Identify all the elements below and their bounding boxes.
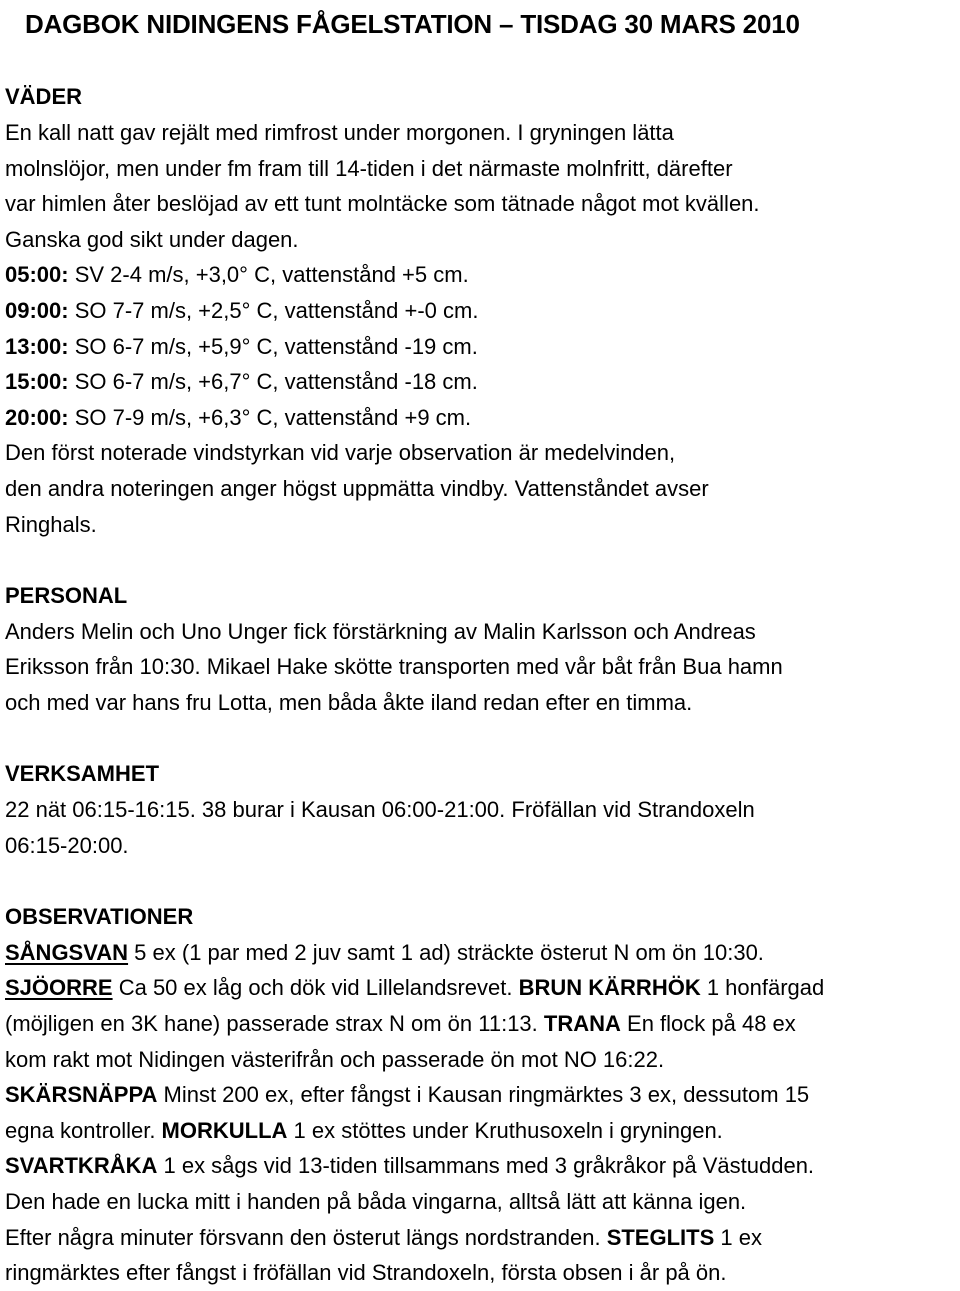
personal-section	[5, 578, 957, 721]
verksamhet-heading: VERKSAMHET	[5, 761, 160, 787]
observation-text: 1 ex	[714, 1224, 762, 1250]
species-name: SKÄRSNÄPPA	[5, 1082, 158, 1108]
verksamhet-line: 06:15-20:00.	[5, 832, 129, 858]
weather-note-line: den andra noteringen anger högst uppmätta vindby. Vattenståndet avser	[5, 475, 709, 501]
verksamhet-line: 22 nät 06:15-16:15. 38 burar i Kausan 06:00-21:00. Fröfällan vid Strandoxeln	[5, 797, 755, 823]
observations-body	[5, 935, 957, 1291]
observation-line	[5, 970, 957, 1006]
observation-line	[5, 935, 957, 971]
observation-line	[5, 1042, 957, 1078]
weather-reading	[5, 293, 957, 329]
weather-intro-line: molnslöjor, men under fm fram till 14-tiden i det närmaste molnfritt, därefter	[5, 155, 733, 181]
reading-time: 15:00:	[5, 369, 69, 395]
observation-text: Efter några minuter försvann den österut längs nordstranden.	[5, 1224, 607, 1250]
observation-line	[5, 1148, 957, 1184]
species-name: BRUN KÄRRHÖK	[518, 975, 701, 1001]
personal-line: Anders Melin och Uno Unger fick förstärkning av Malin Karlsson och Andreas	[5, 618, 756, 644]
species-name: MORKULLA	[161, 1117, 288, 1143]
observation-line	[5, 1184, 957, 1220]
observation-text: egna kontroller.	[5, 1117, 162, 1143]
observation-text: kom rakt mot Nidingen västerifrån och passerade ön mot NO 16:22.	[5, 1046, 665, 1072]
observation-text: 1 ex sågs vid 13-tiden tillsammans med 3 gråkråkor på Västudden.	[157, 1153, 815, 1179]
observation-line	[5, 1255, 957, 1291]
observation-line	[5, 1077, 957, 1113]
species-name: TRANA	[543, 1011, 621, 1037]
observation-line	[5, 1220, 957, 1256]
observation-text: 1 ex stöttes under Kruthusoxeln i gryningen.	[287, 1117, 723, 1143]
weather-note-line: Den först noterade vindstyrkan vid varje observation är medelvinden,	[5, 440, 676, 466]
observation-text: Ca 50 ex låg och dök vid Lillelandsrevet.	[112, 975, 519, 1001]
personal-heading: PERSONAL	[5, 582, 128, 608]
observation-text: 5 ex (1 par med 2 juv samt 1 ad) sträckte österut N om ön 10:30.	[128, 939, 764, 965]
reading-time: 05:00:	[5, 262, 69, 288]
weather-intro-line: var himlen åter beslöjad av ett tunt molntäcke som tätnade något mot kvällen.	[5, 191, 760, 217]
observation-text: Minst 200 ex, efter fångst i Kausan ringmärktes 3 ex, dessutom 15	[157, 1082, 810, 1108]
personal-line: Eriksson från 10:30. Mikael Hake skötte transporten med vår båt från Bua hamn	[5, 654, 783, 680]
species-name: SVARTKRÅKA	[5, 1153, 158, 1179]
observation-text: 1 honfärgad	[700, 975, 825, 1001]
weather-heading: VÄDER	[5, 84, 83, 109]
observations-heading: OBSERVATIONER	[5, 903, 194, 929]
weather-note-line: Ringhals.	[5, 511, 97, 537]
verksamhet-section	[5, 756, 957, 863]
observation-text: Den hade en lucka mitt i handen på båda vingarna, alltså lätt att känna igen.	[5, 1189, 747, 1215]
weather-intro-line: Ganska god sikt under dagen.	[5, 226, 299, 252]
weather-section	[5, 79, 957, 542]
reading-text: SO 6-7 m/s, +5,9° C, vattenstånd -19 cm.	[68, 333, 478, 359]
diary-page	[5, 0, 957, 1291]
page-title: DAGBOK NIDINGENS FÅGELSTATION – TISDAG 30 MARS 2010	[25, 9, 800, 39]
weather-reading	[5, 400, 957, 436]
section-gap	[5, 542, 957, 578]
observations-section	[5, 899, 957, 1291]
weather-reading	[5, 257, 957, 293]
observation-text: ringmärktes efter fångst i fröfällan vid Strandoxeln, första obsen i år på ön.	[5, 1260, 727, 1286]
weather-intro-line: En kall natt gav rejält med rimfrost under morgonen. I gryningen lätta	[5, 120, 674, 145]
spacer	[5, 44, 957, 79]
reading-time: 13:00:	[5, 333, 69, 359]
species-name: SJÖORRE	[5, 975, 113, 1001]
reading-text: SO 6-7 m/s, +6,7° C, vattenstånd -18 cm.	[68, 369, 478, 395]
section-gap	[5, 721, 957, 757]
weather-reading	[5, 329, 957, 365]
reading-text: SO 7-9 m/s, +6,3° C, vattenstånd +9 cm.	[68, 404, 472, 430]
reading-time: 09:00:	[5, 297, 69, 323]
personal-line: och med var hans fru Lotta, men båda åkte iland redan efter en timma.	[5, 689, 693, 715]
species-name: STEGLITS	[606, 1224, 715, 1250]
observation-line	[5, 1113, 957, 1149]
observation-line	[5, 1006, 957, 1042]
reading-time: 20:00:	[5, 404, 69, 430]
observation-text: (möjligen en 3K hane) passerade strax N om ön 11:13.	[5, 1011, 544, 1037]
weather-reading	[5, 364, 957, 400]
observation-text: En flock på 48 ex	[620, 1011, 796, 1037]
species-name: SÅNGSVAN	[5, 939, 129, 965]
reading-text: SO 7-7 m/s, +2,5° C, vattenstånd +-0 cm.	[68, 297, 479, 323]
section-gap	[5, 863, 957, 899]
reading-text: SV 2-4 m/s, +3,0° C, vattenstånd +5 cm.	[68, 262, 469, 288]
